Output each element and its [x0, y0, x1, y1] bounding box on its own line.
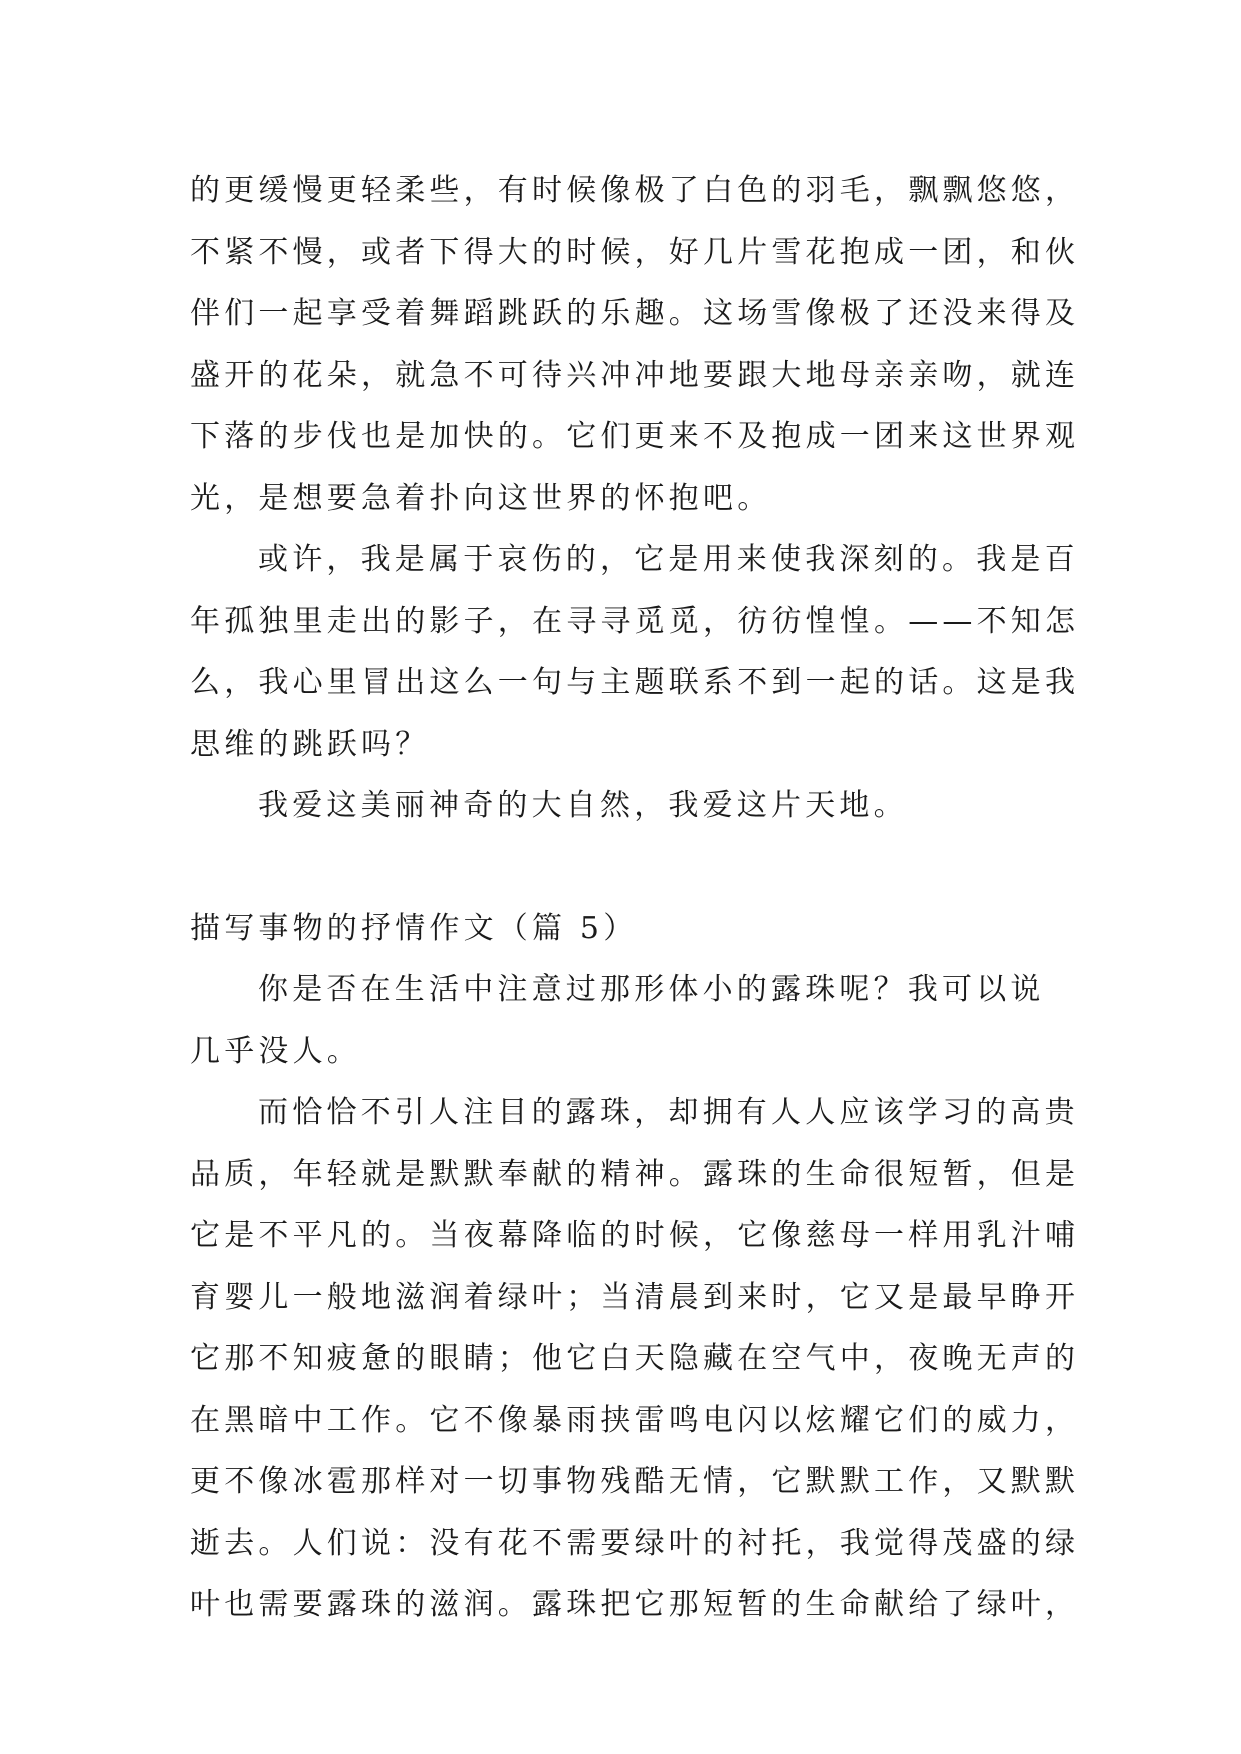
- text-line: 不紧不慢，或者下得大的时候，好几片雪花抱成一团，和伙: [190, 234, 1080, 270]
- text-line: 它是不平凡的。当夜幕降临的时候，它像慈母一样用乳汁哺: [190, 1218, 1080, 1253]
- text-line: 伴们一起享受着舞蹈跳跃的乐趣。这场雪像极了还没来得及: [190, 296, 1080, 331]
- section-title-text: 描写事物的抒情作文（篇 5）: [190, 910, 638, 946]
- text-line: 叶也需要露珠的滋润。露珠把它那短暂的生命献给了绿叶，: [190, 1587, 1080, 1622]
- paragraph-sorrow: [190, 529, 1080, 775]
- article-body: [190, 160, 1080, 1636]
- paragraph-dew-virtue: [190, 1082, 1080, 1636]
- text-line: 它那不知疲惫的眼睛；他它白天隐藏在空气中，夜晚无声的: [190, 1341, 1080, 1376]
- text-line: 几乎没人。: [190, 1033, 361, 1069]
- text-line: 育婴儿一般地滋润着绿叶；当清晨到来时，它又是最早睁开: [190, 1279, 1080, 1315]
- section-title: [190, 898, 1066, 960]
- text-line: 思维的跳跃吗？: [190, 726, 430, 762]
- paragraph-dew-question: [190, 959, 1066, 1082]
- text-line: 的更缓慢更轻柔些，有时候像极了白色的羽毛，飘飘悠悠，: [190, 173, 1080, 208]
- text-line: 品质，年轻就是默默奉献的精神。露珠的生命很短暂，但是: [190, 1156, 1080, 1192]
- text-line: 而恰恰不引人注目的露珠，却拥有人人应该学习的高贵: [258, 1095, 1079, 1130]
- text-line: 盛开的花朵，就急不可待兴冲冲地要跟大地母亲亲吻，就连: [190, 357, 1080, 393]
- text-line: 光，是想要急着扑向这世界的怀抱吧。: [190, 480, 772, 516]
- text-line: 年孤独里走出的影子，在寻寻觅觅，彷彷惶惶。——不知怎: [190, 603, 1080, 639]
- text-line: 在黑暗中工作。它不像暴雨挟雷鸣电闪以炫耀它们的威力，: [190, 1402, 1080, 1438]
- text-line: 我爱这美丽神奇的大自然，我爱这片天地。: [258, 788, 908, 823]
- text-line: 下落的步伐也是加快的。它们更来不及抱成一团来这世界观: [190, 419, 1080, 454]
- text-line: 或许，我是属于哀伤的，它是用来使我深刻的。我是百: [258, 542, 1079, 577]
- text-line: 么，我心里冒出这么一句与主题联系不到一起的话。这是我: [190, 665, 1080, 700]
- text-line: 更不像冰雹那样对一切事物残酷无情，它默默工作，又默默: [190, 1464, 1080, 1499]
- paragraph-snow-description: [190, 160, 1080, 529]
- text-line: 逝去。人们说：没有花不需要绿叶的衬托，我觉得茂盛的绿: [190, 1525, 1080, 1561]
- text-line: 你是否在生活中注意过那形体小的露珠呢？我可以说: [258, 972, 1045, 1007]
- paragraph-love-nature: [190, 775, 1066, 837]
